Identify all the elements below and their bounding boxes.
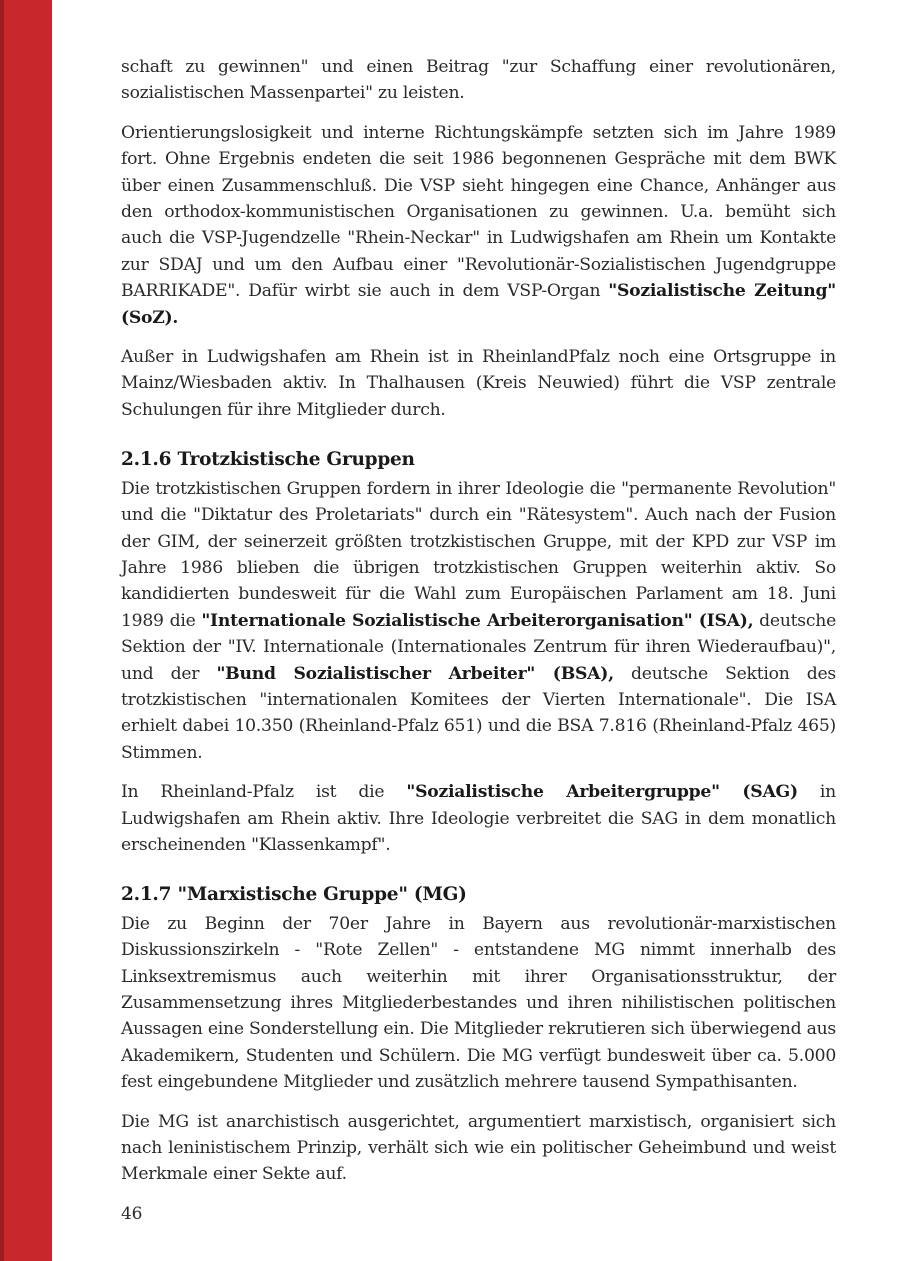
paragraph-7: Die MG ist anarchistisch ausgerichtet, argumentiert marxistisch, organisiert sich nach leninistischem Prinzip, verhält sich wie ein politischer Geheimbund und weist Merkmale einer Sekte auf. <box>121 1111 836 1185</box>
paragraph-4 <box>121 476 836 766</box>
paragraph-5-part-1: In Rheinland-Pfalz ist die <box>121 782 407 803</box>
paragraph-2 <box>121 120 836 331</box>
paragraph-2-text: Orientierungslosigkeit und interne Richtungskämpfe setzten sich im Jahre 1989 fort. Ohne Ergebnis endeten die seit 1986 begonnenen Gespräche mit dem BWK über einen Zusammenschluß. Die VSP sieht hingegen eine Chance, Anhänger aus den orthodox-kommunistischen Organisationen zu gewinnen. U.a. bemüht sich auch die VSP-Jugendzelle "Rhein-Neckar" in Ludwigshafen am Rhein um Kontakte zur SDAJ und um den Aufbau einer "Revolutionär-Sozialistischen Jugendgruppe BARRIKADE". Dafür wirbt sie auch in dem VSP-Organ <box>121 122 836 302</box>
paragraph-3: Außer in Ludwigshafen am Rhein ist in RheinlandPfalz noch eine Ortsgruppe in Mainz/Wiesbaden aktiv. In Thalhausen (Kreis Neuwied) führt die VSP zentrale Schulungen für ihre Mitglieder durch. <box>121 347 836 420</box>
heading-marxistische-gruppe: 2.1.7 "Marxistische Gruppe" (MG) <box>121 884 467 906</box>
paragraph-5 <box>121 779 836 858</box>
paragraph-4-part-1: Die trotzkistischen Gruppen fordern in ihrer Ideologie die "permanente Revolution" und die "Diktatur des Proletariats" durch ein "Rätesystem". Auch nach der Fusion der GIM, der seinerzeit größten trotzkistischen Gruppe, mit der KPD zur VSP im Jahre 1986 blieben die übrigen trotzkistischen Gruppen weiterhin aktiv. So kandidierten bundesweit für die Wahl zum Europäischen Parlament am 18. Juni 1989 die <box>121 478 836 631</box>
paragraph-4-part-3: deutsche Sektion des trotzkistischen "internationalen Komitees der Vierten Internationale". Die ISA erhielt dabei 10.350 (Rheinland-Pfalz 651) und die BSA 7.816 (Rheinland-Pfalz 465) Stimmen. <box>121 663 837 763</box>
isa-name: "Internationale Sozialistische Arbeiterorganisation" (ISA), <box>201 610 754 631</box>
page-number: 46 <box>121 1203 143 1224</box>
red-margin-bar <box>0 0 52 1261</box>
paragraph-4-part-2: deutsche Sektion der "IV. Internationale (Internationales Zentrum für ihren Wiederaufbau)", und der <box>121 610 836 684</box>
paragraph-6: Die zu Beginn der 70er Jahre in Bayern aus revolutionär-marxistischen Diskussionszirkeln - "Rote Zellen" - entstandene MG nimmt innerhalb des Linksextremismus auch weiterhin mit ihrer Organisationsstruktur, der Zusammensetzung ihres Mitgliederbestandes und ihren nihilistischen politischen Aussagen eine Sonderstellung ein. Die Mitglieder rekrutieren sich überwiegend aus Akademikern, Studenten und Schülern. Die MG verfügt bundesweit über ca. 5.000 fest eingebundene Mitglieder und zusätzlich mehrere tausend Sympathisanten. <box>121 913 836 1093</box>
page-body <box>121 54 836 1227</box>
paragraph-5-part-2: in Ludwigshafen am Rhein aktiv. Ihre Ideologie verbreitet die SAG in dem monatlich erscheinenden "Klassenkampf". <box>121 782 836 855</box>
heading-trotzkistische-gruppen: 2.1.6 Trotzkistische Gruppen <box>121 449 415 471</box>
paragraph-1: schaft zu gewinnen" und einen Beitrag "zur Schaffung einer revolutionären, sozialistischen Massenpartei" zu leisten. <box>121 57 836 104</box>
soz-organ-name: "Sozialistische Zeitung" (SoZ). <box>121 281 837 328</box>
sag-name: "Sozialistische Arbeitergruppe" (SAG) <box>406 782 798 803</box>
bsa-name: "Bund Sozialistischer Arbeiter" (BSA), <box>216 663 614 684</box>
